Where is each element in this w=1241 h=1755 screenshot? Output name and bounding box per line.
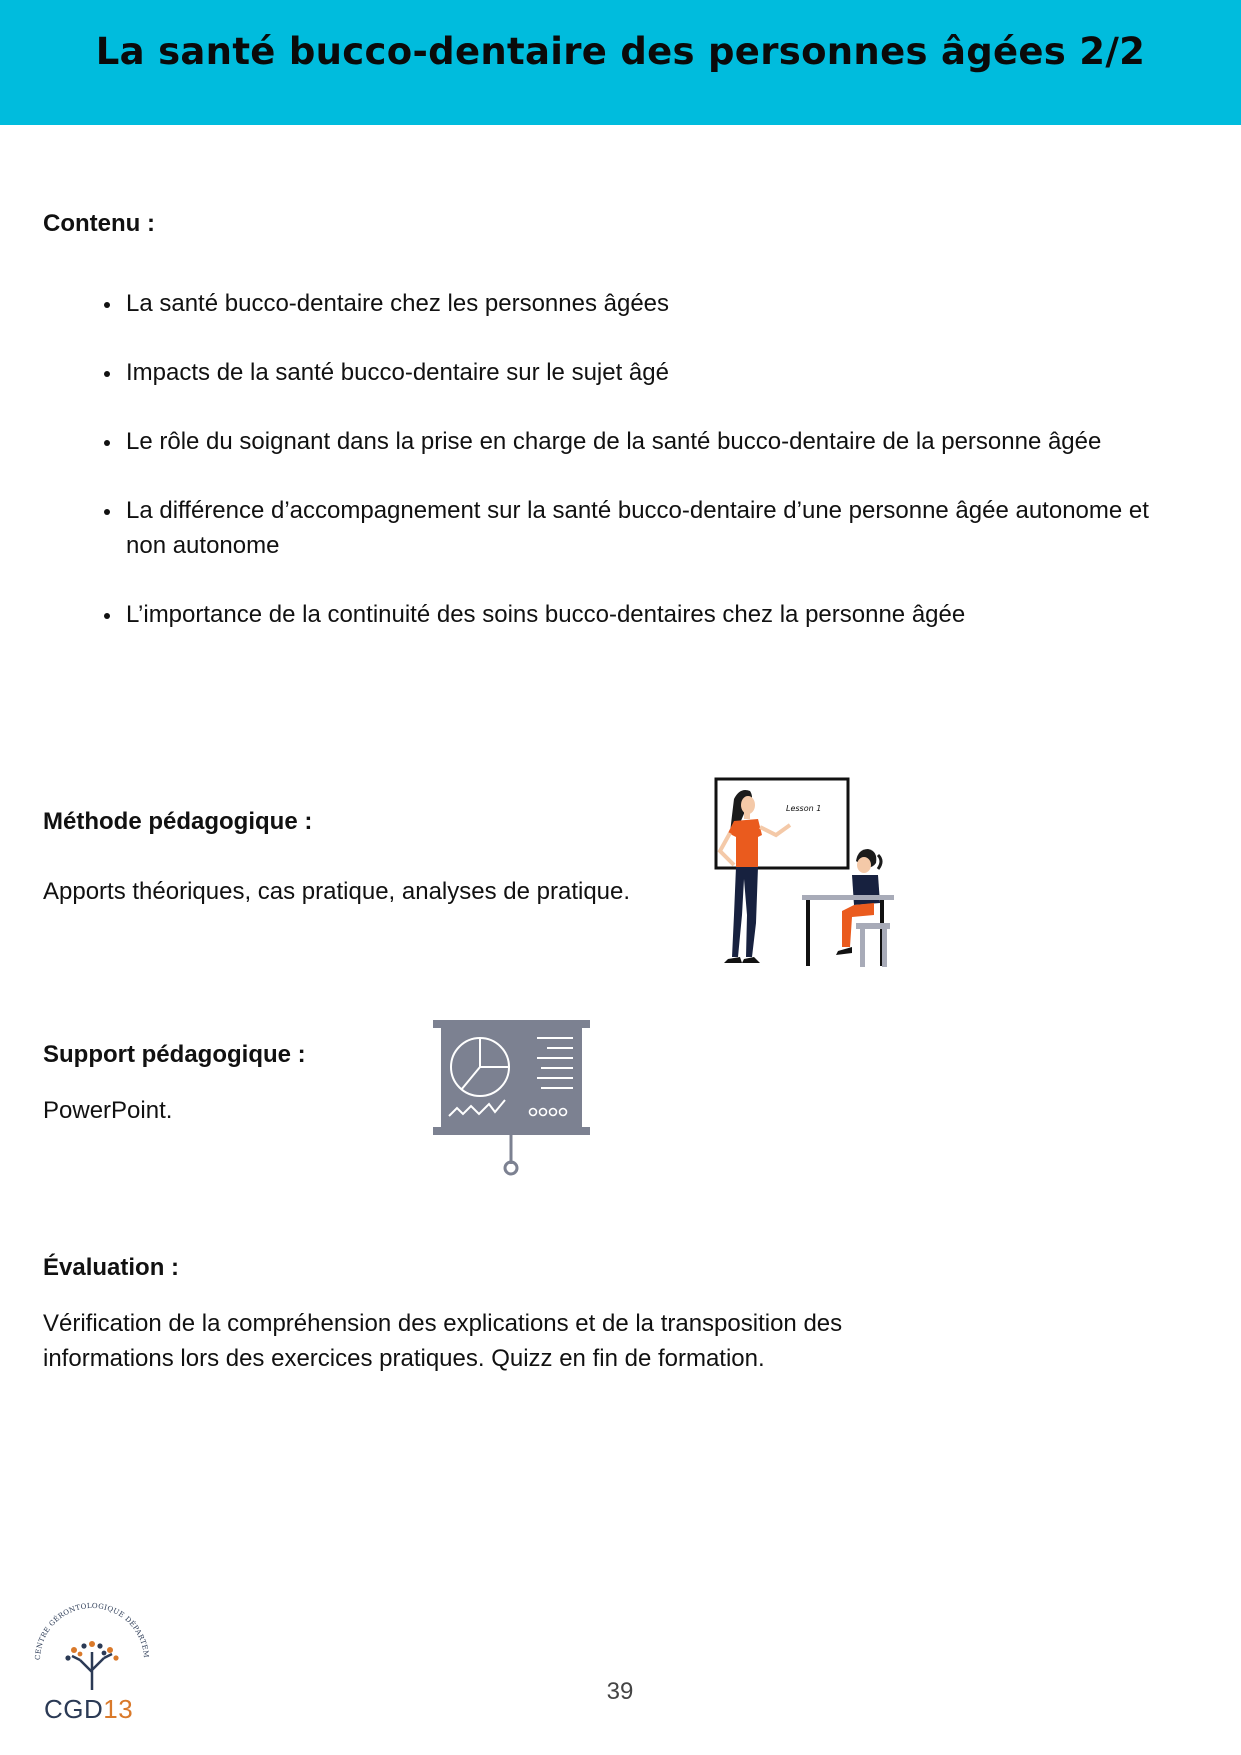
list-item: L’importance de la continuité des soins bucco-dentaires chez la personne âgée (83, 597, 1183, 632)
list-item: Le rôle du soignant dans la prise en charge de la santé bucco-dentaire de la personne âgée (83, 424, 1183, 459)
presentation-board-icon (433, 1020, 590, 1178)
list-item: La santé bucco-dentaire chez les personnes âgées (83, 286, 1183, 321)
evaluation-heading: Évaluation : (43, 1254, 180, 1281)
contenu-list (83, 286, 1183, 666)
list-item: Impacts de la santé bucco-dentaire sur le sujet âgé (83, 355, 1183, 390)
support-text: PowerPoint. (43, 1097, 173, 1124)
methode-heading: Méthode pédagogique : (43, 808, 313, 835)
page-header (0, 0, 1241, 125)
page-number: 39 (606, 1678, 634, 1705)
logo-prefix: CGD (44, 1694, 104, 1724)
logo-wordmark (44, 1694, 133, 1725)
logo-arc-text: CENTRE GÉRONTOLOGIQUE DÉPARTEM (33, 1601, 151, 1661)
logo-suffix: 13 (103, 1694, 134, 1724)
evaluation-text-line-1: Vérification de la compréhension des explications et de la transposition des (43, 1310, 843, 1337)
teacher-classroom-illustration (706, 775, 906, 977)
support-heading: Support pédagogique : (43, 1041, 306, 1068)
svg-text:CENTRE GÉRONTOLOGIQUE DÉPARTEM (28, 1598, 150, 1660)
methode-text: Apports théoriques, cas pratique, analyses de pratique. (43, 878, 631, 905)
lesson-label: Lesson 1 (786, 804, 822, 813)
list-item: La différence d’accompagnement sur la santé bucco-dentaire d’une personne âgée autonome et non autonome (83, 493, 1183, 563)
evaluation-text-line-2: informations lors des exercices pratiques. Quizz en fin de formation. (43, 1345, 765, 1372)
page-title: La santé bucco-dentaire des personnes âgées 2/2 (95, 30, 1146, 73)
contenu-heading: Contenu : (43, 210, 155, 237)
